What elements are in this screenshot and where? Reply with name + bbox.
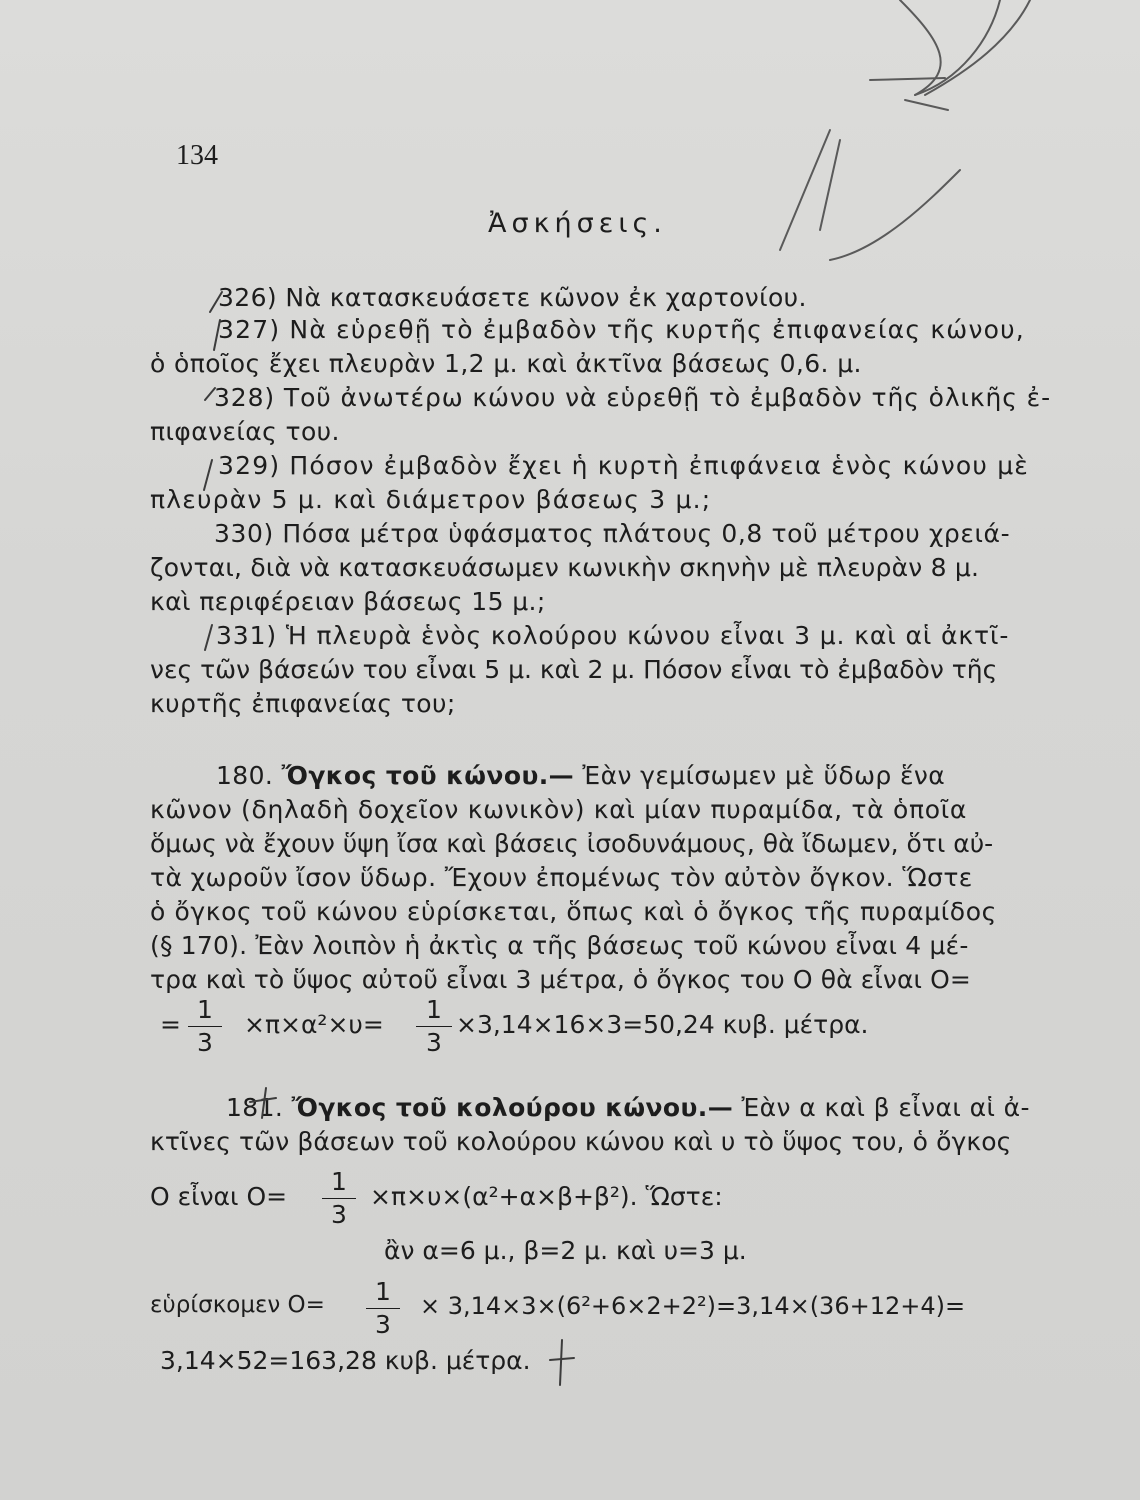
exercise-326: 326) Νὰ κατασκευάσετε κῶνον ἐκ χαρτονίου. xyxy=(218,283,807,312)
section-180-line1 xyxy=(216,760,1126,792)
exercise-331-line3: κυρτῆς ἐπιφανείας του; xyxy=(150,689,456,718)
section-title: Ἀσκήσεις. xyxy=(488,208,667,239)
exercise-329-line1: 329) Πόσον ἐμβαδὸν ἔχει ἡ κυρτὴ ἐπιφάνεια ἑνὸς κώνου μὲ xyxy=(218,451,1030,480)
fraction-numerator: 1 xyxy=(197,995,213,1024)
section-180-line7: τρα καὶ τὸ ὕψος αὐτοῦ εἶναι 3 μέτρα, ὁ ὄγκος του Ο θὰ εἶναι Ο= xyxy=(150,965,971,994)
exercise-327-line1: 327) Νὰ εὑρεθῇ τὸ ἐμβαδὸν τῆς κυρτῆς ἐπιφανείας κώνου, xyxy=(218,315,1025,344)
section-180-line1-text: Ἐὰν γεμίσωμεν μὲ ὕδωρ ἕνα xyxy=(582,761,946,790)
exercise-327-line2: ὁ ὁποῖος ἔχει πλευρὰν 1,2 μ. καὶ ἀκτῖνα βάσεως 0,6. μ. xyxy=(150,349,862,378)
formula-181-find-fraction xyxy=(366,1278,400,1339)
formula-180-fraction-1 xyxy=(188,996,222,1057)
section-181-line1-text: Ἐὰν α καὶ β εἶναι αἱ ἀ- xyxy=(741,1093,1030,1122)
fraction-bar xyxy=(366,1308,400,1309)
section-180-line5: ὁ ὄγκος τοῦ κώνου εὑρίσκεται, ὅπως καὶ ὁ ὄγκος τῆς πυραμίδος xyxy=(150,897,997,926)
exercise-328-line2: πιφανείας του. xyxy=(150,417,340,446)
fraction-numerator: 1 xyxy=(375,1277,391,1306)
formula-180-middle: ×π×α²×υ= xyxy=(244,1010,384,1039)
exercise-331-line1: 331) Ἡ πλευρὰ ἑνὸς κολούρου κώνου εἶναι 3 μ. καὶ αἱ ἀκτῖ- xyxy=(216,621,1010,650)
fraction-bar xyxy=(322,1198,356,1199)
section-181-number: 181. xyxy=(226,1093,284,1122)
formula-181-result: 3,14×52=163,28 κυβ. μέτρα. xyxy=(160,1346,531,1375)
formula-181-given: ἂν α=6 μ., β=2 μ. καὶ υ=3 μ. xyxy=(384,1236,747,1265)
page-number: 134 xyxy=(176,140,218,171)
section-181-line1 xyxy=(226,1092,1136,1124)
formula-180-fraction-2 xyxy=(416,996,452,1057)
exercise-330-line1: 330) Πόσα μέτρα ὑφάσματος πλάτους 0,8 τοῦ μέτρου χρειά- xyxy=(214,519,1011,548)
exercise-328-line1: 328) Τοῦ ἀνωτέρω κώνου νὰ εὑρεθῇ τὸ ἐμβαδὸν τῆς ὁλικῆς ἐ- xyxy=(214,383,1052,412)
mark-end-cross xyxy=(550,1358,574,1360)
formula-181-find-postfix: × 3,14×3×(6²+6×2+2²)=3,14×(36+12+4)= xyxy=(420,1292,966,1320)
exercise-330-line3: καὶ περιφέρειαν βάσεως 15 μ.; xyxy=(150,587,546,616)
section-181-line2: κτῖνες τῶν βάσεων τοῦ κολούρου κώνου καὶ υ τὸ ὕψος του, ὁ ὄγκος xyxy=(150,1127,1012,1156)
exercise-331-line2: νες τῶν βάσεών του εἶναι 5 μ. καὶ 2 μ. Πόσον εἶναι τὸ ἐμβαδὸν τῆς xyxy=(150,655,998,684)
fraction-numerator: 1 xyxy=(426,995,442,1024)
fraction-denominator: 3 xyxy=(375,1310,391,1339)
fraction-bar xyxy=(188,1026,222,1027)
mark-end xyxy=(560,1340,562,1385)
formula-181-prefix: Ο εἶναι Ο= xyxy=(150,1182,288,1211)
section-180-line3: ὅμως νὰ ἔχουν ὕψη ἴσα καὶ βάσεις ἰσοδυνάμους, θὰ ἴδωμεν, ὅτι αὐ- xyxy=(150,829,994,858)
formula-181-fraction xyxy=(322,1168,356,1229)
formula-180-end: ×3,14×16×3=50,24 κυβ. μέτρα. xyxy=(456,1010,869,1039)
fraction-denominator: 3 xyxy=(331,1200,347,1229)
pencil-scribble-top-right xyxy=(780,0,1030,260)
section-180-line6: (§ 170). Ἐὰν λοιπὸν ἡ ἀκτὶς α τῆς βάσεως τοῦ κώνου εἶναι 4 μέ- xyxy=(150,931,969,960)
formula-181-find-prefix: εὑρίσκομεν Ο= xyxy=(150,1292,325,1318)
formula-181-postfix: ×π×υ×(α²+α×β+β²). Ὥστε: xyxy=(370,1182,723,1211)
fraction-denominator: 3 xyxy=(197,1028,213,1057)
exercise-329-line2: πλευρὰν 5 μ. καὶ διάμετρον βάσεως 3 μ.; xyxy=(150,485,712,514)
section-180-number: 180. xyxy=(216,761,274,790)
section-180-line2: κῶνον (δηλαδὴ δοχεῖον κωνικὸν) καὶ μίαν πυραμίδα, τὰ ὁποῖα xyxy=(150,795,968,824)
fraction-denominator: 3 xyxy=(426,1028,442,1057)
tick-331 xyxy=(205,625,212,650)
section-180-line4: τὰ χωροῦν ἴσον ὕδωρ. Ἔχουν ἐπομένως τὸν αὐτὸν ὄγκον. Ὥστε xyxy=(150,863,973,892)
section-180-heading: Ὄγκος τοῦ κώνου.— xyxy=(281,761,575,790)
fraction-numerator: 1 xyxy=(331,1167,347,1196)
fraction-bar xyxy=(416,1026,452,1027)
section-181-heading: Ὄγκος τοῦ κολούρου κώνου.— xyxy=(291,1093,734,1122)
formula-180-equals: = xyxy=(160,1010,181,1039)
exercise-330-line2: ζονται, διὰ νὰ κατασκευάσωμεν κωνικὴν σκηνὴν μὲ πλευρὰν 8 μ. xyxy=(150,553,980,582)
